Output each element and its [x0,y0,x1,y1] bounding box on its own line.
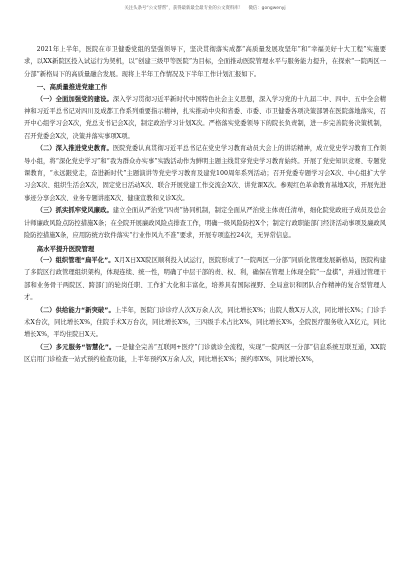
paragraph-lead-heading: （一）全面加强党的建设。 [36,95,113,103]
section-heading: 一、高质量推进党建工作 [36,83,108,92]
body-paragraph [24,94,386,144]
document-body [24,44,386,367]
banner-wechat-text: 微信：gongwenyj [248,6,286,11]
paragraph-text: 建立全面从严治党“四责”协同机制，制定全面从严治党主体责任清单，细化院党政班子成员及总会计师廉政风险点防控措施X条；在全院开展廉政风险点排查工作，明确一级风险防控X个；制定行政职能部门经济活动事项及廉政风险防控措施X条，应用防统方软件落实“行业作风九不准”要求，开展专项监控24次，无异常信息。 [24,207,386,240]
paragraph-lead-heading: （三）多元服务“智慧化”。 [36,343,116,351]
body-paragraph [24,205,386,242]
paragraph-lead-heading: （二）供给能力“新突破”。 [36,306,115,314]
paragraph-text: 医院党委认真贯彻习近平总书记在党史学习教育动员大会上的讲话精神，成立党史学习教育工作领导小组，将“深化党史学习”和“我为群众办实事”实践活动作为鲜明主题主线贯穿党史学习教育始终。开展了党史知识竞赛、专题党课教育，“永远跟党走，奋进新时代”主题演讲等党史学习教育及建党100周年系列活动；召开党委专题学习会X次、中心组扩大学习会X次、组织生活会X次，固定党日活动X次、联合开展党建工作交流会X次、讲党课X次。参观红色革命教育基地X次，开展先进事迹分享会X次、业务专题讲座X次、健康宣教和义诊X次。 [24,145,387,202]
paragraph-text: 一是健全完善“互联网+医疗”门诊就诊全流程，实现“一院两区一分部”信息系统互联互通，XX院区启用门诊检查一站式预约检查功能，上半年预约X万余人次，同比增长X%；预约率X%，同比增长X%， [24,343,386,364]
header-banner [24,4,386,14]
paragraph-text: 上半年，医院门诊诊疗人次X万余人次，同比增长X%；出院人数X万人次，同比增长X%；门诊手术X台次，同比增长X%，住院手术X万台次，同比增长X%，三四级手术占比X%，同比增长X%，全院医疗服务收入X亿元，同比增长X%，平均住院日X天。 [24,306,386,339]
paragraph-text: 2021年上半年，医院在市卫健委党组的坚强领导下，坚决贯彻落实成都“高质量发展攻坚年”和“幸福美好十大工程”实施要求，以XX新院区投入试运行为契机，以“创建三级甲等医院”为目标，全面推动医院管理水平与服务能力提升，在探索“一院两区一分部”新格局下的高质量融合发展。现将上半年工作情况及下半年工作计划汇报如下。 [24,46,386,78]
body-paragraph [24,305,386,342]
body-paragraph [24,255,386,305]
paragraph-lead-heading: （二）深入推进党史教育。 [36,145,113,153]
paragraph-lead-heading: （三）抓实抓牢党风廉政。 [36,207,113,215]
section-heading: 高水平提升医院管理 [36,244,95,253]
paragraph-text: X月X日XX院区顺利投入试运行，医院形成了“一院两区一分部”同质化管理发展新格局，医院构建了多院区行政管理组织架构，体现连续、统一性，明确了中层干部的责、权、利，确保在管理上体现全院“一盘棋”，并通过管理干部和业务骨干两院区、跨部门的轮岗任职、工作扩大化和丰富化，培养具有国际视野、全局意识和团队合作精神的复合型管理人才。 [24,256,387,302]
body-paragraph [24,143,386,205]
paragraph-text: 深入学习贯彻习近平新时代中国特色社会主义思想，深入学习党的十九届二中、四中、五中全会精神和习近平总书记对四川及成都工作系列重要指示精神，扎实推动中央和省委、市委、市卫健委各项决策部署在医院落地落实，召开中心组学习会X次，党总支书记会X次，制定政治学习计划X次。严格落实党委领导下的院长负责制，进一步完善院务决策机制，召开党委会X次，决策并落实事项X项。 [24,95,387,140]
paragraph-lead-heading: （一）组织管理“扁平化”。 [36,256,115,264]
banner-promo-text: 关注头条号“公文帮帮”，获得最新最全最专业的公文资料库！ [124,6,244,11]
body-paragraph [24,44,386,81]
body-paragraph [24,342,386,367]
